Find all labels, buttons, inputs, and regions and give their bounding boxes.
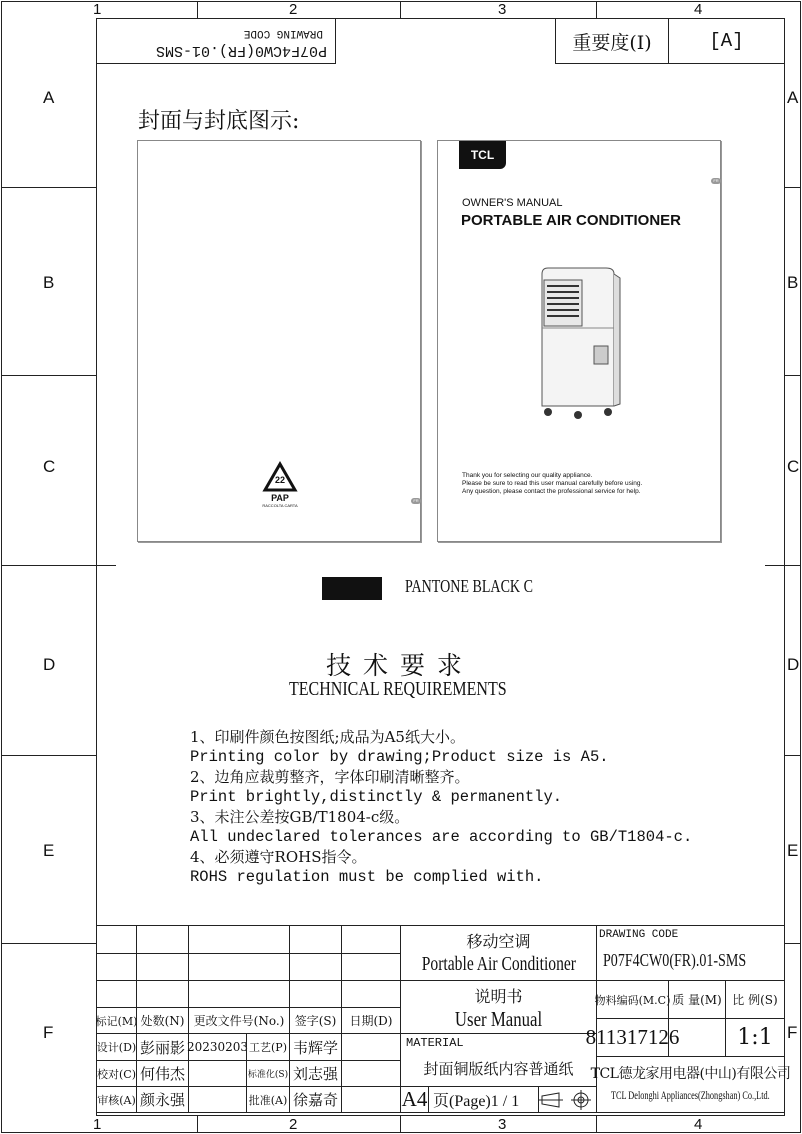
requirements-title-cn: 技 术 要 求 (326, 651, 464, 680)
zone-row-c: C (43, 457, 56, 476)
air-conditioner-image (534, 266, 624, 421)
zone-row-f-right: F (787, 1023, 798, 1042)
cover-note: Thank you for selecting our quality appliance. (462, 472, 593, 479)
material-code-label: 物料编码(M.C) (596, 980, 669, 1019)
process-name: 韦辉学 (289, 1033, 342, 1061)
requirement-line: 4、必须遵守ROHS指令。 (190, 848, 367, 866)
cover-note: Please be sure to read this user manual carefully before using. (462, 480, 643, 487)
cover-subtitle: OWNER'S MANUAL (462, 197, 563, 209)
product-name-cn: 移动空调 (466, 932, 531, 951)
front-cover-preview (437, 140, 721, 542)
recycle-text: RACCOLTA CARTA (262, 503, 298, 508)
document-type-cn: 说明书 (474, 986, 523, 1006)
reviewer-name: 颜永强 (136, 1086, 189, 1113)
zone-col-4: 4 (694, 1, 703, 18)
mirrored-drawing-code: P07F4CW0(FR).01-SMS (155, 42, 327, 59)
document-type-en: User Manual (454, 1006, 543, 1031)
approver-name: 徐嘉奇 (289, 1086, 342, 1113)
importance-box (555, 18, 785, 64)
zone-col-1-bottom: 1 (93, 1116, 102, 1133)
header-date: 日期(D) (341, 1007, 401, 1034)
material-label: MATERIAL (406, 1036, 464, 1050)
requirement-line: 1、印刷件颜色按图纸;成品为A5纸大小。 (190, 728, 465, 746)
pantone-label: PANTONE BLACK C (405, 576, 533, 596)
zone-row-b-right: B (787, 273, 799, 292)
zone-row-c-right: C (787, 457, 800, 476)
drawing-code: P07F4CW0(FR).01-SMS (603, 950, 747, 970)
checker-name: 何伟杰 (136, 1060, 189, 1087)
requirements-list (190, 727, 692, 887)
tcl-logo: TCL (459, 141, 506, 169)
lang-tag: FR (711, 178, 721, 184)
mass-value (668, 1018, 726, 1057)
requirement-line: All undeclared tolerances are according to GB/T1804-c. (190, 828, 693, 846)
mirrored-drawing-code-label: DRAWING CODE (243, 27, 323, 39)
back-cover-preview (137, 140, 421, 542)
material-code: 811317126 (596, 1018, 669, 1057)
material-value: 封面铜版纸内容普通纸 (423, 1060, 574, 1078)
requirements-title-en: TECHNICAL REQUIREMENTS (289, 678, 507, 700)
requirement-line: Printing color by drawing;Product size is A5. (190, 748, 609, 766)
lang-tag: FR (411, 498, 421, 504)
review-label: 审核(A) (96, 1086, 137, 1113)
design-label: 设计(D) (96, 1033, 137, 1061)
cover-note: Any question, please contact the professional service for help. (462, 488, 641, 495)
cover-title: PORTABLE AIR CONDITIONER (461, 212, 681, 229)
recycle-code: PAP (271, 493, 289, 503)
scale-label: 比 例(S) (725, 980, 785, 1019)
importance-value: [A] (709, 30, 744, 52)
company-name-en: TCL Delonghi Appliances(Zhongshan) Co.,Ltd. (611, 1089, 770, 1102)
zone-col-4-bottom: 4 (694, 1116, 703, 1133)
zone-col-3-bottom: 3 (498, 1116, 507, 1133)
requirement-line: 3、未注公差按GB/T1804-c级。 (190, 808, 410, 826)
recycle-number: 22 (274, 475, 285, 485)
drawing-code-label: DRAWING CODE (599, 929, 679, 941)
zone-row-d: D (43, 655, 56, 674)
zone-row-d-right: D (787, 655, 800, 674)
importance-label: 重要度(I) (556, 19, 669, 63)
scale-value: 1:1 (725, 1018, 785, 1057)
zone-col-3: 3 (498, 1, 507, 18)
zone-row-a-right: A (787, 88, 799, 107)
header-change-doc: 更改文件号(No.) (188, 1007, 290, 1034)
mass-label: 质 量(M) (668, 980, 726, 1019)
zone-row-e: E (43, 841, 55, 860)
zone-row-b: B (43, 273, 55, 292)
header-mark: 标记(M) (96, 1007, 137, 1034)
requirement-line: ROHS regulation must be complied with. (190, 868, 544, 886)
designer-name: 彭丽影 (136, 1033, 189, 1061)
section-heading: 封面与封底图示: (138, 109, 300, 134)
cover-notes (462, 472, 642, 496)
requirement-line: 2、边角应裁剪整齐，字体印刷清晰整齐。 (190, 768, 470, 786)
zone-col-1: 1 (93, 1, 102, 18)
company-name-cn: TCL德龙家用电器(中山)有限公司 (590, 1065, 791, 1082)
mirrored-drawing-code-box (96, 18, 336, 64)
zone-col-2: 2 (289, 1, 298, 18)
product-name-en: Portable Air Conditioner (421, 953, 576, 975)
projection-symbol-icon (539, 1090, 595, 1110)
header-count: 处数(N) (136, 1007, 189, 1034)
design-date: 20230203 (188, 1033, 247, 1061)
zone-row-e-right: E (787, 841, 799, 860)
zone-row-a: A (43, 88, 55, 107)
approve-label: 批准(A) (246, 1086, 290, 1113)
standardization-name: 刘志强 (289, 1060, 342, 1087)
header-signature: 签字(S) (289, 1007, 342, 1034)
zone-row-f: F (43, 1023, 54, 1042)
zone-col-2-bottom: 2 (289, 1116, 298, 1133)
paper-size: A4 (401, 1087, 428, 1111)
check-label: 校对(C) (96, 1060, 137, 1087)
standardization-label: 标准化(S) (246, 1060, 290, 1087)
page-number: 页(Page)1 / 1 (429, 1087, 539, 1112)
process-label: 工艺(P) (246, 1033, 290, 1061)
requirement-line: Print brightly,distinctly & permanently. (190, 788, 563, 806)
pantone-swatch (322, 577, 382, 600)
